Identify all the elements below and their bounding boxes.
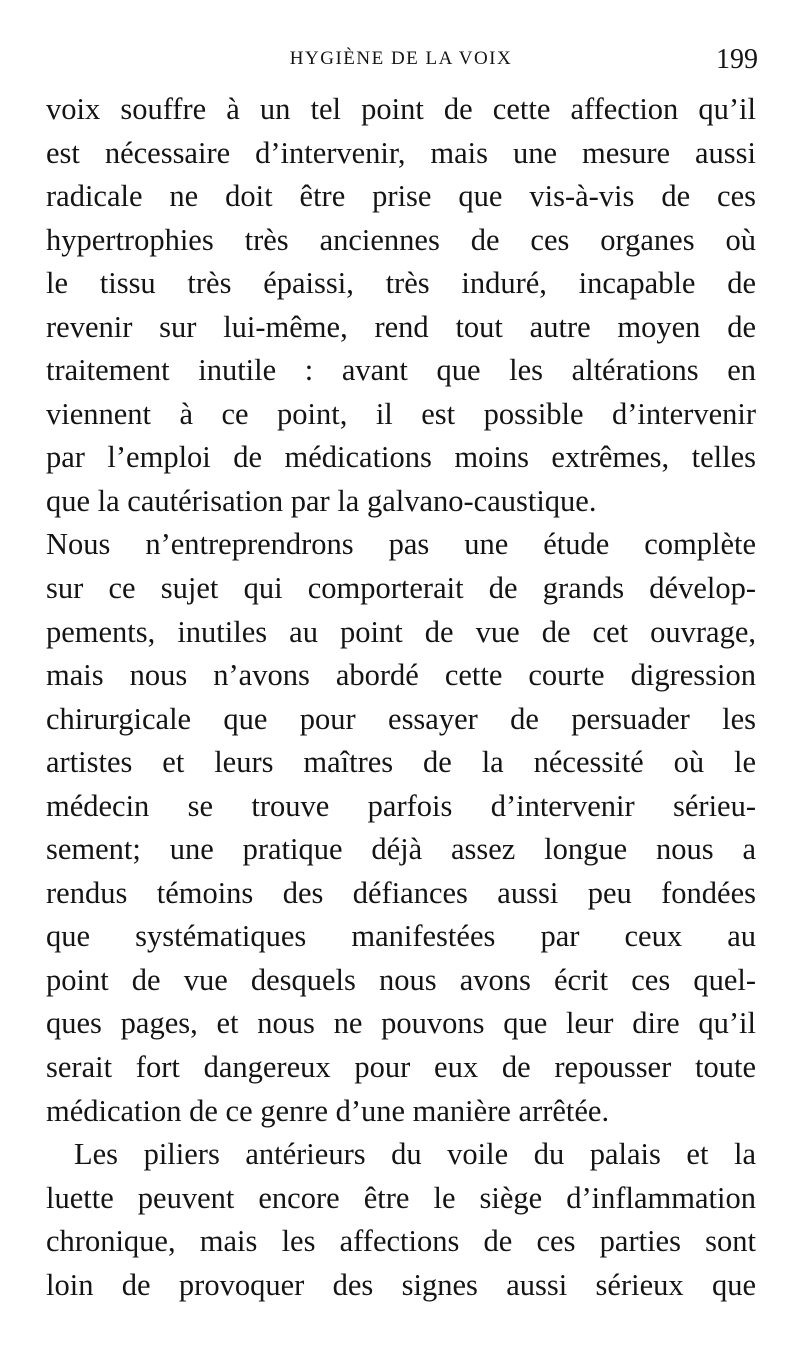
text-line: médication de ce genre d’une manière arrêtée.	[46, 1093, 610, 1128]
text-line: le tissu très épaissi, très induré, incapable de	[46, 266, 756, 301]
text-line: serait fort dangereux pour eux de repousser toute	[46, 1050, 756, 1085]
text-line: médecin se trouve parfois d’intervenir sérieu-	[46, 788, 756, 823]
text-line: hypertrophies très anciennes de ces organes où	[46, 222, 756, 257]
text-line: point de vue desquels nous avons écrit ces quel-	[46, 962, 756, 997]
body-text	[46, 88, 756, 1307]
text-line: est nécessaire d’intervenir, mais une mesure aussi	[46, 135, 756, 170]
text-line: luette peuvent encore être le siège d’inflammation	[46, 1180, 756, 1215]
text-line: pements, inutiles au point de vue de cet ouvrage,	[46, 614, 756, 649]
text-line: sur ce sujet qui comporterait de grands dévelop-	[46, 571, 756, 606]
running-head	[44, 44, 758, 78]
running-title: HYGIÈNE DE LA VOIX	[289, 48, 513, 69]
text-line: ques pages, et nous ne pouvons que leur dire qu’il	[46, 1006, 756, 1041]
text-line: mais nous n’avons abordé cette courte digression	[46, 658, 756, 693]
text-line: artistes et leurs maîtres de la nécessité où le	[46, 745, 756, 780]
text-line: que la cautérisation par la galvano-caustique.	[46, 483, 597, 518]
text-line: par l’emploi de médications moins extrêmes, telles	[46, 440, 756, 475]
text-line: viennent à ce point, il est possible d’intervenir	[46, 396, 756, 431]
text-line: revenir sur lui-même, rend tout autre moyen de	[46, 309, 756, 344]
text-line: loin de provoquer des signes aussi sérieux que	[46, 1267, 756, 1302]
text-line: sement; une pratique déjà assez longue nous a	[46, 832, 756, 867]
text-line: voix souffre à un tel point de cette affection qu’il	[46, 92, 756, 126]
text-line: Les piliers antérieurs du voile du palais et la	[74, 1137, 756, 1172]
text-line: rendus témoins des défiances aussi peu fondées	[46, 875, 756, 910]
text-line: traitement inutile : avant que les altérations en	[46, 353, 756, 388]
text-line: radicale ne doit être prise que vis-à-vis de ces	[46, 179, 756, 214]
page-number: 199	[716, 44, 758, 75]
text-line: que systématiques manifestées par ceux au	[46, 919, 756, 954]
text-line: chirurgicale que pour essayer de persuader les	[46, 701, 756, 736]
text-line: chronique, mais les affections de ces parties sont	[46, 1224, 756, 1259]
text-line: Nous n’entreprendrons pas une étude complète	[46, 527, 756, 562]
